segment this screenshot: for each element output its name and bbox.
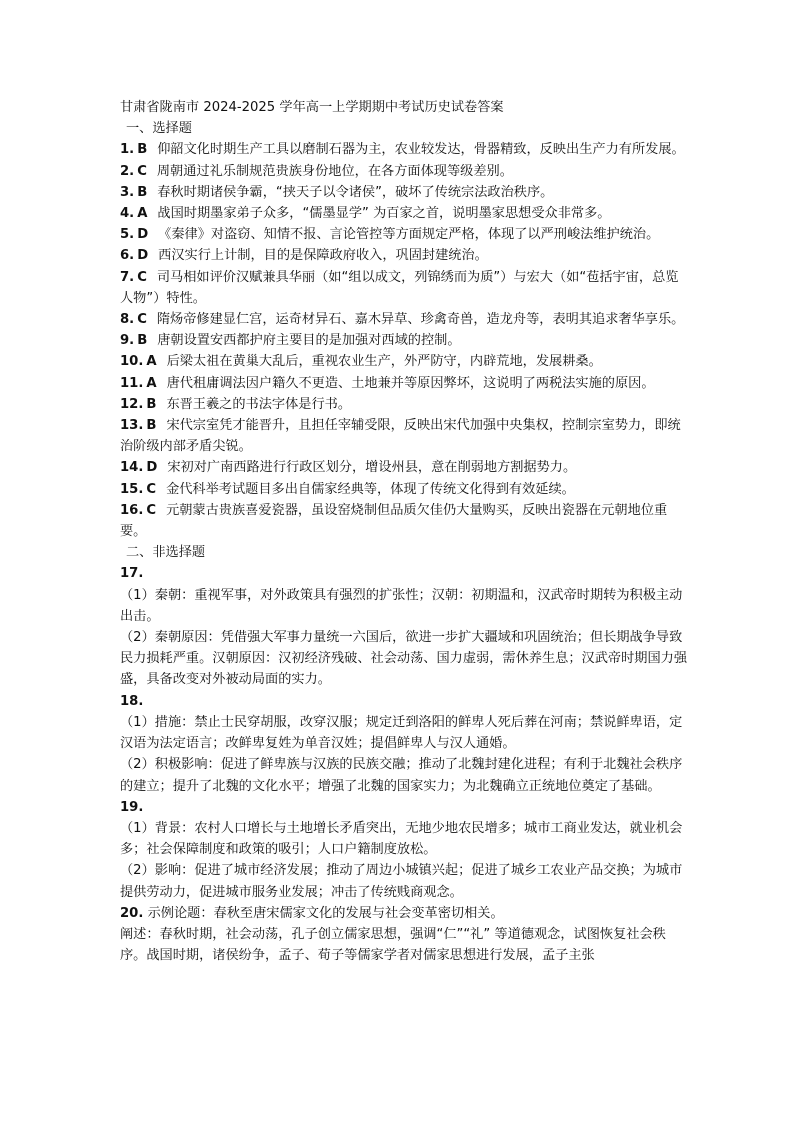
question-19-part-1: （1）背景：农村人口增长与土地增长矛盾突出，无地少地农民增多；城市工商业发达，就业机会多；社会保障制度和政策的吸引；人口户籍制度放松。 (120, 820, 683, 858)
question-18-label: 18. (120, 693, 144, 709)
choice-answer-item (120, 161, 690, 182)
choice-answer-item (120, 309, 690, 330)
choice-answer-letter: D (146, 460, 158, 476)
choice-explanation: 宋代宗室凭才能晋升，且担任宰辅受限，反映出宋代加强中央集权，控制宗室势力，即统治阶级内部矛盾尖锐。 (120, 418, 681, 455)
choice-explanation: 司马相如评价汉赋兼具华丽（如“组以成文，列锦绣而为质”）与宏大（如“苞括宇宙，总览人物”）特性。 (120, 269, 679, 306)
question-20-body: 阐述：春秋时期，社会动荡，孔子创立儒家思想，强调“仁”“礼” 等道德观念，试图恢复社会秩序。战国时期，诸侯纷争，孟子、荀子等儒家学者对儒家思想进行发展，孟子主张 (120, 926, 666, 964)
choice-answer-item (120, 351, 690, 372)
choice-explanation: 西汉实行上计制，目的是保障政府收入，巩固封建统治。 (158, 248, 488, 264)
choice-answer-item (120, 203, 690, 224)
choice-answer-item (120, 182, 690, 203)
choice-answer-item (120, 457, 690, 478)
choice-explanation: 隋炀帝修建显仁宫，运奇材异石、嘉木异草、珍禽奇兽，造龙舟等，表明其追求奢华享乐。 (156, 312, 685, 328)
question-17-part-1: （1）秦朝：重视军事，对外政策具有强烈的扩张性；汉朝：初期温和，汉武帝时期转为积极主动出击。 (120, 587, 683, 624)
choice-question-number: 13. (120, 418, 144, 434)
question-18-part-2: （2）积极影响：促进了鲜卑族与汉族的民族交融；推动了北魏封建化进程；有利于北魏社会秩序的建立；提升了北魏的文化水平；增强了北魏的国家实力；为北魏确立正统地位奠定了基础。 (120, 757, 683, 794)
choice-question-number: 15. (120, 481, 144, 497)
choice-explanation: 后梁太祖在黄巢大乱后，重视农业生产，外严防守，内辟荒地，发展耕桑。 (166, 354, 602, 370)
choice-explanation: 金代科举考试题目多出自儒家经典等，体现了传统文化得到有效延续。 (166, 481, 575, 497)
choice-answer-letter: B (137, 142, 148, 158)
question-17-part-2: （2）秦朝原因：凭借强大军事力量统一六国后，欲进一步扩大疆域和巩固统治；但长期战争导致民力损耗严重。汉朝原因：汉初经济残破、社会动荡、国力虚弱，需休养生息；汉武帝时期国力强盛，具备改变对外被动局面的实力。 (120, 630, 688, 688)
choice-answer-letter: C (137, 269, 147, 285)
question-20-label: 20. (120, 905, 144, 921)
question-19-number (120, 797, 690, 818)
choice-question-number: 11. (120, 375, 144, 391)
choice-explanation: 东晋王羲之的书法字体是行书。 (166, 396, 352, 412)
choice-answer-item (120, 500, 690, 542)
choice-question-number: 14. (120, 460, 144, 476)
choice-question-number: 2. (120, 163, 135, 179)
choice-explanation: 仰韶文化时期生产工具以磨制石器为主，农业较发达，骨器精致，反映出生产力有所发展。 (157, 142, 685, 158)
choice-answer-item (120, 394, 690, 415)
section-heading-nonchoice: 二、非选择题 (126, 545, 206, 561)
choice-question-number: 1. (120, 142, 135, 158)
choice-explanation: 宋初对广南西路进行行政区划分，增设州县，意在削弱地方割据势力。 (167, 460, 577, 476)
choice-explanation: 《秦律》对盗窃、知情不报、言论管控等方面规定严格，体现了以严刑峻法维护统治。 (158, 227, 660, 243)
document-title: 甘肃省陇南市 2024-2025 学年高一上学期期中考试历史试卷答案 (120, 100, 504, 115)
choice-question-number: 10. (120, 354, 144, 370)
choice-question-number: 9. (120, 333, 135, 349)
choice-answer-item (120, 330, 690, 351)
choice-answer-letter: C (146, 481, 157, 497)
choice-explanation: 战国时期墨家弟子众多，“儒墨显学” 为百家之首，说明墨家思想受众非常多。 (157, 206, 611, 222)
choice-answer-item (120, 224, 690, 245)
choice-question-number: 16. (120, 502, 144, 518)
choice-explanation: 元朝蒙古贵族喜爱瓷器，虽设窑烧制但品质欠佳仍大量购买，反映出瓷器在元朝地位重要。 (120, 502, 668, 540)
question-18-number (120, 691, 690, 712)
question-20-thesis-line (120, 903, 690, 924)
choice-question-number: 6. (120, 248, 135, 264)
choice-explanation: 唐朝设置安西都护府主要目的是加强对西域的控制。 (157, 333, 461, 349)
choice-question-number: 8. (120, 312, 135, 328)
choice-answer-letter: A (146, 375, 157, 391)
choice-answer-letter: B (146, 418, 157, 434)
question-20-thesis: 示例论题：春秋至唐宋儒家文化的发展与社会变革密切相关。 (147, 905, 504, 921)
choice-answer-letter: D (137, 248, 149, 264)
choice-answer-item (120, 415, 690, 457)
choice-answer-letter: C (146, 502, 157, 518)
choice-answer-letter: B (146, 396, 157, 412)
question-18-part-1: （1）措施：禁止士民穿胡服，改穿汉服；规定迁到洛阳的鲜卑人死后葬在河南；禁说鲜卑语，定汉语为法定语言；改鲜卑复姓为单音汉姓；提倡鲜卑人与汉人通婚。 (120, 714, 683, 752)
choice-answer-item (120, 139, 690, 160)
choice-question-number: 4. (120, 206, 135, 222)
choice-explanation: 周朝通过礼乐制规范贵族身份地位，在各方面体现等级差别。 (156, 163, 513, 179)
choice-answer-letter: A (146, 354, 157, 370)
choice-answer-letter: B (137, 184, 148, 200)
choice-answer-item (120, 267, 690, 309)
document-body (120, 97, 690, 966)
choice-answer-item (120, 479, 690, 500)
choice-answer-letter: C (137, 312, 147, 328)
choice-answers-list (120, 139, 690, 542)
choice-answer-letter: A (137, 206, 148, 222)
question-17-label: 17. (120, 566, 144, 582)
choice-explanation: 唐代租庸调法因户籍久不更造、土地兼并等原因弊坏，这说明了两税法实施的原因。 (166, 375, 655, 391)
choice-answer-letter: D (137, 227, 149, 243)
choice-question-number: 3. (120, 184, 135, 200)
choice-explanation: 春秋时期诸侯争霸，“挟天子以令诸侯”，破坏了传统宗法政治秩序。 (157, 184, 554, 200)
question-19-part-2: （2）影响：促进了城市经济发展；推动了周边小城镇兴起；促进了城乡工农业产品交换；为城市提供劳动力，促进城市服务业发展；冲击了传统贱商观念。 (120, 863, 683, 900)
choice-question-number: 7. (120, 269, 135, 285)
choice-answer-item (120, 373, 690, 394)
choice-question-number: 5. (120, 227, 135, 243)
choice-answer-item (120, 245, 690, 266)
question-19-label: 19. (120, 799, 144, 815)
section-heading-choice: 一、选择题 (126, 121, 192, 137)
question-17-number (120, 563, 690, 584)
choice-answer-letter: C (137, 163, 147, 179)
choice-answer-letter: B (137, 333, 148, 349)
choice-question-number: 12. (120, 396, 144, 412)
